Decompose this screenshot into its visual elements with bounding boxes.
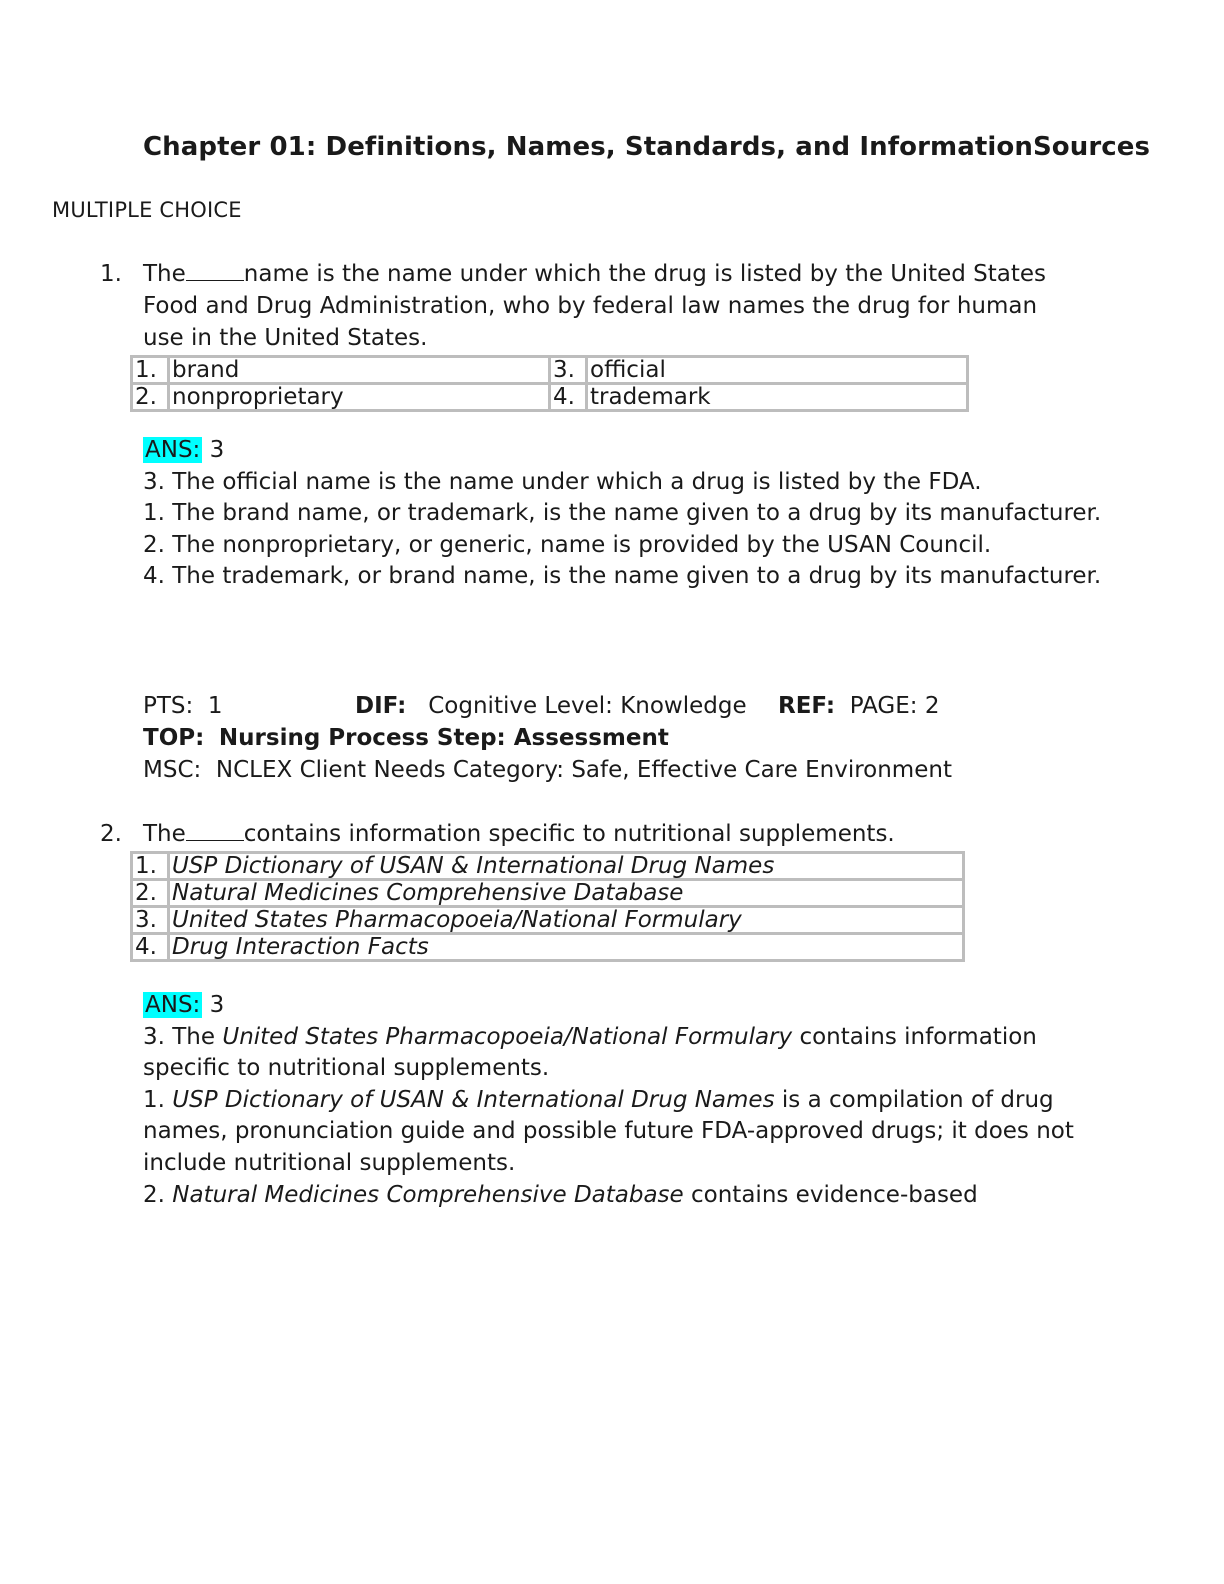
option-number: 2. (132, 384, 169, 411)
option-text: Natural Medicines Comprehensive Database (169, 880, 964, 907)
rationale-line: 4. The trademark, or brand name, is the name given to a drug by its manufacturer. (143, 563, 1102, 590)
msc-value: NCLEX Client Needs Category: Safe, Effective Care Environment (215, 757, 952, 783)
ref-label: REF: (778, 693, 836, 719)
pts-value: 1 (207, 693, 223, 719)
option-text: nonproprietary (169, 384, 550, 411)
chapter-title: Chapter 01: Definitions, Names, Standards, and InformationSources (143, 132, 1151, 162)
option-text: official (587, 357, 968, 384)
answer-blank (186, 818, 244, 841)
rationale-line: 3. The official name is the name under which a drug is listed by the FDA. (143, 468, 982, 495)
dif-field (355, 690, 747, 722)
answer-value: 3 (209, 992, 225, 1018)
answer-line (143, 990, 1103, 1022)
option-number: 2. (132, 880, 169, 907)
options-table (130, 851, 965, 962)
option-number: 4. (132, 934, 169, 961)
options-table (130, 355, 969, 412)
answer-label: ANS: (145, 437, 201, 463)
top-label: TOP: (143, 725, 205, 751)
option-text: Drug Interaction Facts (169, 934, 964, 961)
answer-line (143, 435, 1103, 467)
option-number: 1. (132, 853, 169, 880)
question-number: 2. (100, 821, 122, 847)
answer-label: ANS: (145, 992, 201, 1018)
rationale-line: 2. Natural Medicines Comprehensive Database contains evidence-based (143, 1181, 978, 1208)
answer-value: 3 (209, 437, 225, 463)
rationale-line: 1. The brand name, or trademark, is the name given to a drug by its manufacturer. (143, 500, 1102, 527)
answer-blank (186, 258, 244, 281)
rationale-line: 1. USP Dictionary of USAN & International Drug Names is a compilation of drug names, pronunciation guide and possible future FDA-approved drugs; it does not include nutritional supplements. (143, 1086, 1074, 1176)
dif-value: Cognitive Level: Knowledge (428, 693, 747, 719)
option-number: 3. (132, 907, 169, 934)
msc-field (143, 754, 952, 786)
option-text: United States Pharmacopoeia/National Formulary (169, 907, 964, 934)
option-number: 4. (550, 384, 587, 411)
question-stem: The name is the name under which the drug is listed by the United States Food and Drug Administration, who by federal law names the drug for human use in the United States. (143, 258, 1073, 354)
option-number: 3. (550, 357, 587, 384)
option-number: 1. (132, 357, 169, 384)
msc-label: MSC: (143, 757, 202, 783)
top-field (143, 722, 669, 754)
option-text: brand (169, 357, 550, 384)
ref-value: PAGE: 2 (849, 693, 940, 719)
answer-block (143, 435, 1103, 593)
option-text: USP Dictionary of USAN & International Drug Names (169, 853, 964, 880)
question-number: 1. (100, 261, 122, 287)
option-text: trademark (587, 384, 968, 411)
answer-block (143, 990, 1103, 1211)
question-stem: The contains information specific to nutritional supplements. (143, 818, 1073, 850)
metadata-line-1 (143, 690, 223, 722)
ref-field (778, 690, 939, 722)
dif-label: DIF: (355, 693, 407, 719)
section-heading: MULTIPLE CHOICE (52, 198, 242, 222)
rationale-line: 3. The United States Pharmacopoeia/National Formulary contains information specific to nutritional supplements. (143, 1023, 1037, 1082)
pts-label: PTS: (143, 693, 194, 719)
rationale-line: 2. The nonproprietary, or generic, name is provided by the USAN Council. (143, 531, 992, 558)
top-value: Nursing Process Step: Assessment (218, 725, 669, 751)
